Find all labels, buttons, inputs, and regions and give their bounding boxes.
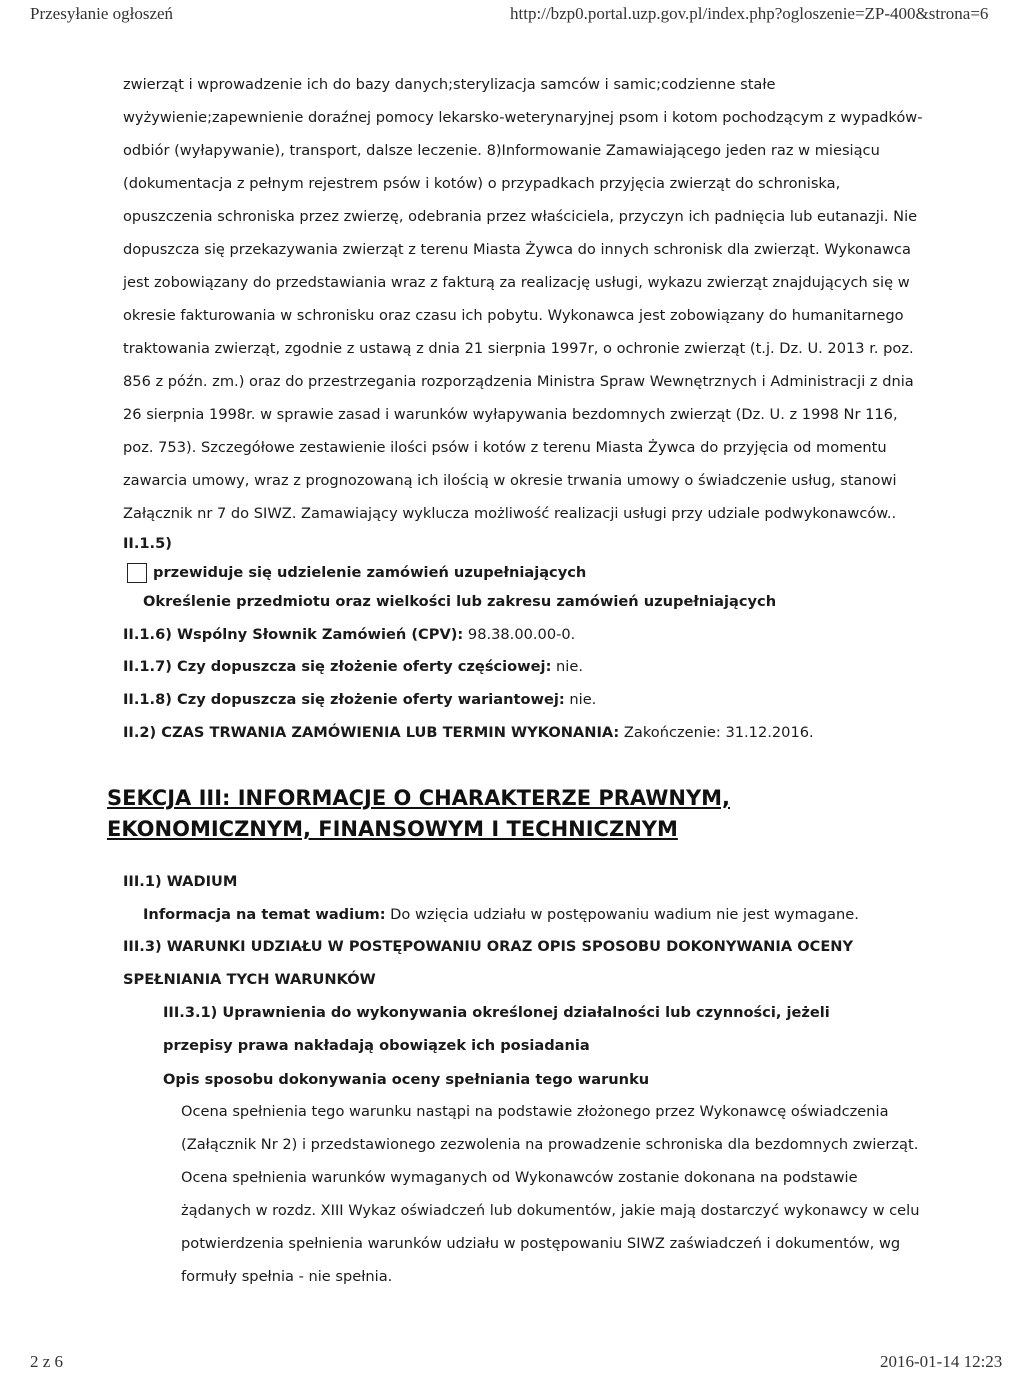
ii-1-5-heading: II.1.5) [123,535,172,552]
ii-1-6-row [123,626,575,643]
ii-1-6-label: II.1.6) Wspólny Słownik Zamówień (CPV): [123,626,464,643]
ii-1-7-value: nie. [551,658,583,675]
checkbox-label: przewiduje się udzielenie zamówień uzupełniających [153,564,587,581]
iii-1-info-label: Informacja na temat wadium: [143,906,386,923]
iii-3-1-desc-heading: Opis sposobu dokonywania oceny spełniania tego warunku [163,1071,650,1088]
iii-1-info-value: Do wzięcia udziału w postępowaniu wadium nie jest wymagane. [385,906,859,923]
checkbox-supplementary-orders[interactable] [127,563,147,583]
ii-1-8-label: II.1.8) Czy dopuszcza się złożenie oferty wariantowej: [123,691,565,708]
ii-1-7-label: II.1.7) Czy dopuszcza się złożenie oferty częściowej: [123,658,552,675]
supplementary-orders-subheading: Określenie przedmiotu oraz wielkości lub zakresu zamówień uzupełniających [143,593,777,610]
header-title: Przesyłanie ogłoszeń [30,4,174,23]
iii-3-1-desc-text: Ocena spełnienia tego warunku nastąpi na podstawie złożonego przez Wykonawcę oświadczenia (Załącznik Nr 2) i przedstawionego zezwolenia na prowadzenie schroniska dla bezdomnych zwierząt. Ocena spełnienia warunków wymaganych od Wykonawców zostanie dokonana na podstawie żądanych w rozdz. XIII Wykaz oświadczeń lub dokumentów, jakie mają dostarczyć wykonawcy w celu potwierdzenia spełnienia warunków udziału w postępowaniu SIWZ zaświadczeń i dokumentów, wg formuły spełnia - nie spełnia. [181,1103,920,1285]
iii-3-heading: III.3) WARUNKI UDZIAŁU W POSTĘPOWANIU ORAZ OPIS SPOSOBU DOKONYWANIA OCENY SPEŁNIANIA TYCH WARUNKÓW [123,938,854,988]
header-url: http://bzp0.portal.uzp.gov.pl/index.php?ogloszenie=ZP-400&strona=6 [510,4,989,23]
ii-2-value: Zakończenie: 31.12.2016. [619,724,814,741]
iii-3-1-heading: III.3.1) Uprawnienia do wykonywania określonej działalności lub czynności, jeżeli przepisy prawa nakładają obowiązek ich posiadania [163,1004,830,1054]
ii-1-8-value: nie. [564,691,597,708]
section-iii-title [107,783,807,845]
ii-1-6-value: 98.38.00.00-0. [463,626,576,643]
ii-1-7-row [123,658,583,675]
ii-1-8-row [123,691,596,708]
iii-1-heading: III.1) WADIUM [123,873,238,890]
iii-1-info-row [143,906,859,923]
intro-paragraph: zwierząt i wprowadzenie ich do bazy danych;sterylizacja samców i samic;codzienne stałe wyżywienie;zapewnienie doraźnej pomocy lekarsko-weterynaryjnej psom i kotom pochodzącym z wypadków-odbiór (wyłapywanie), transport, dalsze leczenie. 8)Informowanie Zamawiającego jeden raz w miesiącu (dokumentacja z pełnym rejestrem psów i kotów) o przypadkach przyjęcia zwierząt do schroniska, opuszczenia schroniska przez zwierzę, odebrania przez właściciela, przyczyn ich padnięcia lub eutanazji. Nie dopuszcza się przekazywania zwierząt z terenu Miasta Żywca do innych schronisk dla zwierząt. Wykonawca jest zobowiązany do przedstawiania wraz z fakturą za realizację usługi, wykazu zwierząt znajdujących się w okresie fakturowania w schronisku oraz czasu ich pobytu. Wykonawca jest zobowiązany do humanitarnego traktowania zwierząt, zgodnie z ustawą z dnia 21 sierpnia 1997r, o ochronie zwierząt (t.j. Dz. U. 2013 r. poz. 856 z późn. zm.) oraz do przestrzegania rozporządzenia Ministra Spraw Wewnętrznych i Administracji z dnia 26 sierpnia 1998r. w sprawie zasad i warunków wyłapywania bezdomnych zwierząt (Dz. U. z 1998 Nr 116, poz. 753). Szczegółowe zestawienie ilości psów i kotów z terenu Miasta Żywca do przyjęcia od momentu zawarcia umowy, wraz z prognozowaną ich ilością w okresie trwania umowy o świadczenie usług, stanowi Załącznik nr 7 do SIWZ. Zamawiający wyklucza możliwość realizacji usługi przy udziale podwykonawców.. [123,76,923,522]
ii-2-label: II.2) CZAS TRWANIA ZAMÓWIENIA LUB TERMIN WYKONANIA: [123,724,620,741]
footer-page-number: 2 z 6 [30,1352,64,1371]
ii-2-row [123,724,814,741]
section-iii-title-line2: EKONOMICZNYM, FINANSOWYM I TECHNICZNYM [107,817,678,841]
section-iii-title-line1: SEKCJA III: INFORMACJE O CHARAKTERZE PRAWNYM, [107,786,731,810]
footer-datetime: 2016-01-14 12:23 [880,1352,1003,1371]
